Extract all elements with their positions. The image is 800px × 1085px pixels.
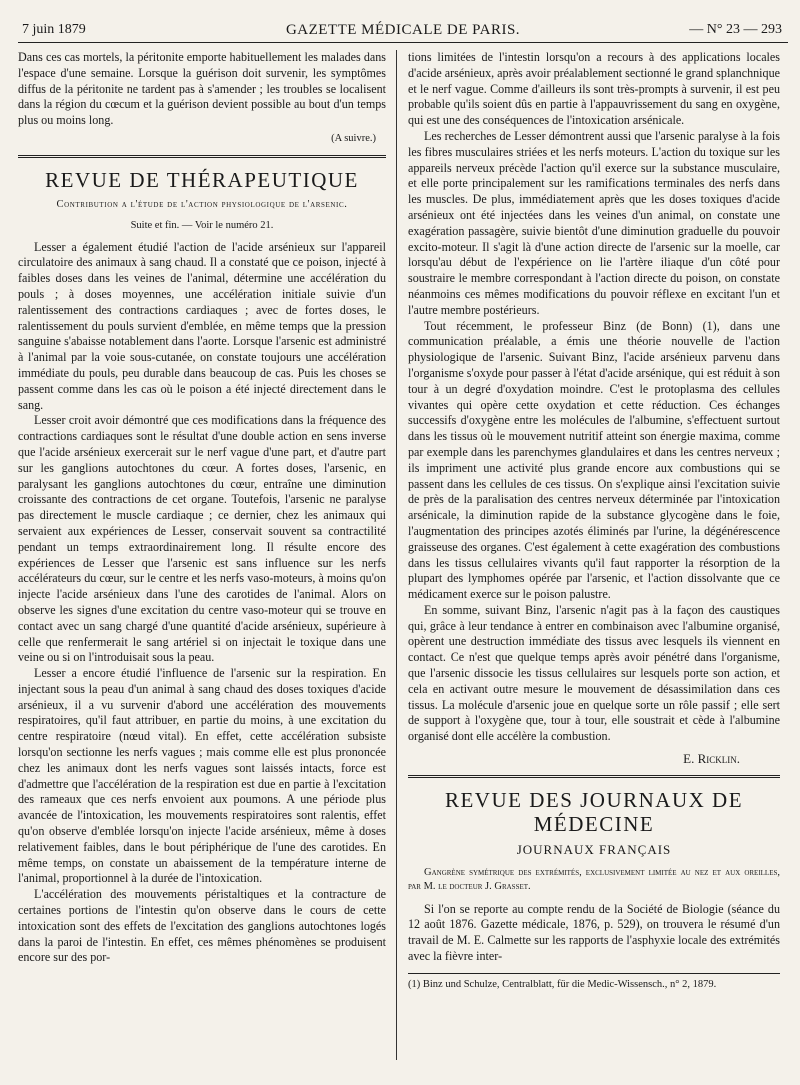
paragraph: En somme, suivant Binz, l'arsenic n'agit pas à la façon des caustiques qui, grâce à leur tendance à entrer en combinaison avec l'albumine organisé, opèrent une destruction immédiate des tissus avec lesquels ils viennent en contact. Ce n'est que quelque temps après avoir pénétré dans l'organisme, que l'arsenic dissocie les tissus cellulaires sur lesquels porte son action, et cela en activant outre mesure le mouvement de désassimilation dans ces tissus. La molécule d'arsenic joue en quelque sorte un rôle passif ; elle sert de support à l'oxygène que, tour à tour, elle soustrait et cède à l'albumine organisé dont elle accélère la combustion. [408,602,780,744]
section-title-journaux: REVUE DES JOURNAUX DE MÉDECINE [444,787,744,836]
article-subnote: Suite et fin. — Voir le numéro 21. [130,219,274,231]
paragraph: Si l'on se reporte au compte rendu de la Société de Biologie (séance du 12 août 1876. Gazette médicale, 1876, p. 529), on trouvera le résumé d'un travail de M. E. Calmette sur les rapports de l'asphyxie locale des extrémités avec la fièvre inter- [408,901,780,964]
section-divider [408,775,780,778]
article-subtitle: Contribution a l'étude de l'action physiologique de l'arsenic. [56,198,348,210]
issue-date: 7 juin 1879 [22,22,86,37]
page-header [18,20,788,43]
column-divider [396,50,397,1060]
paragraph: Les recherches de Lesser démontrent aussi que l'arsenic paralyse à la fois les fibres musculaires striées et les nerfs moteurs. L'action du toxique sur les appareils nerveux précède l'action qu'il exerce sur la substance musculaire, et elle porte principalement sur les ramifications terminales des nerfs dans les muscles. De plus, immédiatement après que les doses toxiques d'acide arsénieux ont été injectées dans les veines d'un animal, on constate une exagération passagère, suivie bientôt d'une diminution graduelle du pouvoir excito-moteur. Il s'agit là d'une action directe de l'arsenic sur la moelle, car lorsqu'au début de l'expérience on lie l'artère iliaque d'un côté pour soustraire le membre correspondant à l'action directe du poison, on constate néanmoins ces mêmes modifications du pouvoir réflexe en excitant l'un et l'autre membre postérieurs. [408,128,780,317]
section-title-therapeutique: REVUE DE THÉRAPEUTIQUE [45,167,359,192]
footnote: (1) Binz und Schulze, Centralblatt, für die Medic-Wissensch., n° 2, 1879. [408,978,717,990]
section-divider [18,155,386,158]
paragraph: Lesser a également étudié l'action de l'acide arsénieux sur l'appareil circulatoire des animaux à sang chaud. Il a constaté que ce poison, injecté à faibles doses dans les veines de l'animal, détermine une accélération du pouls ; à doses moyennes, une accélération initiale suivie d'un ralentissement des contractions cardiaques ; avec de fortes doses, le ralentissement du pouls survient d'emblée, en même temps que la pression sanguine s'abaisse notablement dans l'aorte. Lorsque l'arsenic est administré à l'animal par la voie sous-cutanée, on constate toujours une accélération immédiate du pouls, peu durable dans beaucoup de cas. Puis les choses se passent comme dans les cas où le poison a été injecté directement dans le sang. [18,239,386,412]
paragraph: tions limitées de l'intestin lorsqu'on a recours à des applications locales d'acide arsénieux, après avoir préalablement sectionné le grand splanchnique et le nerf vague. Comme d'ailleurs ils sont très-prompts à survenir, il est peu probable qu'ils soient dûs en partie à l'appauvrissement du sang en oxygène, qui est une des conséquences de l'intoxication arsénicale. [408,50,780,128]
paragraph: Tout récemment, le professeur Binz (de Bonn) (1), dans une communication préalable, a émis une théorie nouvelle de l'action physiologique de l'arsenic. Suivant Binz, l'acide arsénieux parvenu dans l'organisme s'oxyde pour passer à l'état d'acide arsénique, qui est réduit à son tour à un degré d'oxydation moindre. C'est le protoplasma des cellules vivantes qui opère cette oxydation et cette réduction. Ces échanges successifs d'oxygène entre les molécules de l'albumine, s'effectuent surtout dans les tissus où le mouvement nutritif atteint son énergie maxima, comme par exemple dans les parenchymes glandulaires et dans les centres nerveux ; ils impriment une activité plus grande encore aux combustions qui se passent dans les cellules de ces tissus. On s'explique ainsi l'excitation suivie de près de la paralisation des centres nerveux déterminée par l'intoxication arsénicale, la diminution rapide de la substance glycogène dans le foie, l'augmentation des principes azotés éliminés par l'urine, la dégénérescence graisseuse des organes. C'est également à cette exagération des combustions dans les tissus cellulaires vivants qu'il faut rapporter la résorption de la plupart des lymphomes opérée par l'arsenic, et l'action dissolvante que ce médicament exerce sur le poison palustre. [408,318,780,602]
subsection-title: JOURNAUX FRANÇAIS [516,841,672,857]
author-signature: E. Ricklin. [683,751,740,767]
paragraph: L'accélération des mouvements péristaltiques et la contracture de certaines portions de l'intestin qu'on observe dans le cours de cette intoxication sont des effets de l'excitation des ganglions autochtones logés dans la paroi de l'intestin. En effet, ces mêmes phénomènes se produisent encore sur des por- [18,887,386,965]
right-column [408,50,780,992]
footnote-rule [408,973,780,974]
left-column [18,50,386,966]
paragraph: Lesser a encore étudié l'influence de l'arsenic sur la respiration. En injectant sous la peau d'un animal à sang chaud des doses toxiques d'acide arsénieux, il a vu survenir d'abord une accélération des mouvements respiratoires, qu'il faut attribuer, en partie du moins, à une excitation du centre respiratoire (nœud vital). En effet, cette accélération subsiste lorsqu'on sectionne les nerfs vagues ; mais comme elle est plus prononcée chez les animaux dont les nerfs vagues sont laissés intacts, force est d'admettre que l'accélération de la respiration est due en partie à l'excitation des rameaux que ces nerfs envoient aux poumons. A une période plus avancée de l'intoxication, les mouvements respiratoires sont ralentis, effet qu'on observe d'emblée lorsqu'on injecte l'acide arsénieux, même à doses relativement faibles, dans le bout périphérique de l'une des carotides. En même temps, on constate un abaissement de la température interne de l'animal, proportionnel à la durée de l'intoxication. [18,666,386,886]
to-be-continued: (A suivre.) [331,132,376,144]
article-continuation: Dans ces cas mortels, la péritonite emporte habituellement les malades dans l'espace d'une semaine. Lorsque la guérison doit survenir, les symptômes diffus de la péritonite ne tardent pas à s'amender ; les troubles se localisent dans la région du cœcum et la guérison devient possible au bout d'un temps plus ou moins long. [18,50,386,128]
article-heading: Gangrène symétrique des extrémités, exclusivement limitée au nez et aux oreilles, par M. le docteur J. Grasset. [408,866,780,892]
paragraph: Lesser croit avoir démontré que ces modifications dans la fréquence des contractions cardiaques sont le résultat d'une double action en sens inverse que l'acide arsénieux exercerait sur le nerf vague d'une part, et d'autre part sur les ganglions autochtones du cœur. A fortes doses, l'arsenic, en paralysant les ganglions autochtones du cœur, entraîne une diminution croissante des contractions de cet organe. Toutefois, l'arsenic ne paralyse pas directement le muscle cardiaque ; ce dernier, chez les animaux qui servaient aux expériences de Lesser, conservait souvent sa contractilité pendant un temps extraordinairement long. Il résulte encore des expériences de Lesser que l'arsenic est sans influence sur les nerfs accélérateurs du cœur, sur le centre et les nerfs vaso-moteurs, à moins qu'on injecte l'acide arsénieux dans l'une des carotides de l'animal. Alors on observe les signes d'une excitation du centre vaso-moteur qui se trouve en contact avec un sang chargé d'une quantité d'acide arsénieux, supérieure à celle que renfermerait le sang artériel si on injectait le toxique dans une veine ou si on l'introduisait sous la peau. [18,413,386,665]
publication-title: GAZETTE MÉDICALE DE PARIS. [285,22,521,38]
page-number: — N° 23 — 293 [689,22,782,37]
